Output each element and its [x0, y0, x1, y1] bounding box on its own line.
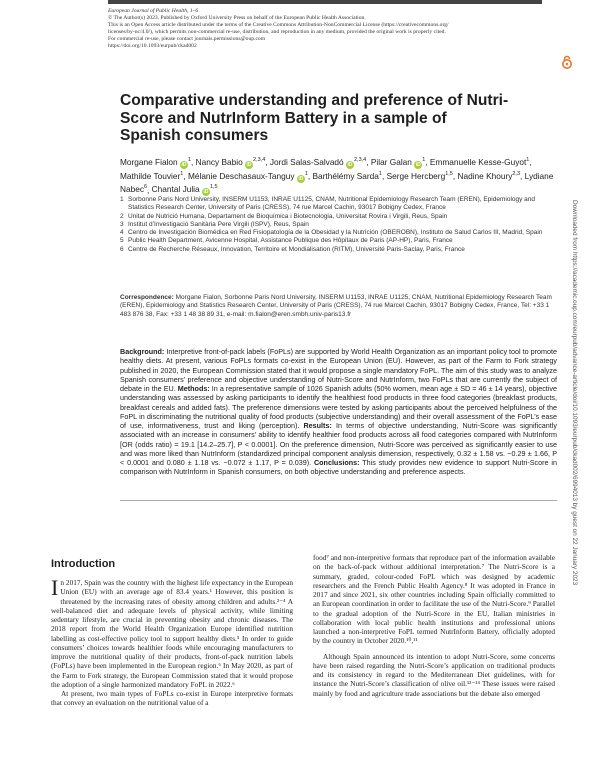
affiliation-text: Institut d’Investigació Sanitària Pere Virgili (ISPV), Reus, Spain: [128, 220, 309, 228]
abstract-background-label: Background:: [120, 347, 165, 356]
section-divider: [120, 500, 557, 501]
download-watermark: [571, 200, 590, 740]
author-name: Serge Hercberg: [386, 170, 446, 181]
license-line-2: licenses/by-nc/4.0/), which permits non-commercial re-use, distribution, and reproduction in any medium, provided the original work is properly cited.: [108, 29, 446, 36]
author-entry: [152, 184, 218, 194]
affiliation-text: Centre de Recherche Réseaux, Innovation, Territoire et Mondialisation (RITM), Université Paris-Saclay, Paris, France: [128, 245, 465, 253]
author-entry: [387, 171, 453, 181]
author-name: Lydiane Nabec: [120, 170, 554, 195]
author-entry: [371, 157, 425, 167]
author-name: Emmanuelle Kesse-Guyot: [429, 156, 527, 167]
affiliation-text: Sorbonne Paris Nord University, INSERM U1153, INRAE U1125, CNAM, Nutritional Epidemiology Research Team (EREN), Epidemiology and Statistics Research Center, University of Paris (CRESS), 74 rue Marcel Cachin, 93017 Bobigny Cedex, France: [128, 196, 536, 212]
affiliation-item: [120, 229, 560, 237]
author-affiliation-sup: 2,3,4: [253, 157, 266, 163]
author-affiliation-sup: 1: [526, 157, 530, 163]
orcid-icon[interactable]: iD: [347, 161, 353, 168]
correspondence-block: [120, 294, 560, 319]
affiliation-text: Centro de Investigación Biomédica en Red Fisiopatología de la Obesidad y la Nutrición (OBEROBN), Instituto de Salud Carlos III, Madrid, Spain: [128, 229, 543, 237]
author-name: Pilar Galan: [370, 156, 412, 167]
author-name: Barthélémy Sarda: [312, 170, 379, 181]
abstract-results-label: Results:: [303, 421, 332, 430]
license-line-3: For commercial re-use, please contact journals.permissions@oup.com: [108, 36, 266, 43]
author-entry: [188, 171, 308, 181]
author-affiliation-sup: 1: [422, 157, 426, 163]
author-name: Mathilde Touvier: [120, 170, 181, 181]
abstract-background: Interpretive front-of-pack labels (FoPLs) are supported by World Health Organization as an important policy tool to promote healthy diets. At present, various FoPLs formats co-exist in the European Union (EU). However, as part of the Farm to Fork strategy published in 2020, the European Commission stated that it would propose a single mandatory FoPL. The aim of this study was to analyze Spanish consumers’ preference and objective understanding of Nutri-Score and NutrInform, two FoPLs that are currently the subject of debate in the EU.: [120, 347, 558, 393]
introduction-heading: Introduction: [51, 558, 116, 570]
author-affiliation-sup: 1: [187, 157, 192, 163]
affiliation-number: 4: [120, 229, 124, 237]
journal-header-bar: [108, 0, 542, 4]
affiliation-item: [120, 221, 560, 229]
abstract-methods-label: Methods:: [177, 384, 210, 393]
affiliation-list: [120, 196, 560, 254]
intro-right-column: [313, 553, 555, 698]
author-affiliation-sup: 1,5: [209, 184, 218, 191]
intro-paragraph-2: At present, two main types of FoPLs co-exist in Europe interpretive formats that convey an evaluation on the nutritional value of a: [51, 689, 293, 708]
affiliation-text: Unitat de Nutrició Humana, Departament de Bioquímica i Biotecnologia, Universitat Rovira i Virgili, Reus, Spain: [128, 212, 448, 220]
journal-citation: European Journal of Public Health, 1–6: [108, 8, 199, 14]
affiliation-number: 2: [120, 212, 124, 220]
author-affiliation-sup: 6: [143, 184, 148, 191]
affiliation-item: [120, 213, 560, 221]
affiliation-number: 6: [120, 245, 124, 253]
download-watermark-text: Downloaded from https://academic.oup.com/eurpub/advance-article/doi/10.1093/eurpub/ckad002/6994013 by guest on 22 January 2023: [571, 200, 578, 586]
correspondence-text: Morgane Fialon, Sorbonne Paris Nord University, INSERM U1153, INRAE U1125, CNAM, Nutritional Epidemiology Research Team (EREN), Epidemiology and Statistics Research Center, University of Paris (CRESS), 74 rue Marcel Cachin, 93017 Bobigny Cedex, France, Tel: +33 1 483 876 38, Fax: +33 1 48 38 89 31, e-mail: m.fialon@eren.smbh.univ-paris13.fr: [120, 294, 552, 318]
author-entry: [457, 171, 520, 181]
abstract-conclusions-label: Conclusions:: [313, 458, 360, 467]
orcid-icon[interactable]: iD: [298, 175, 304, 182]
journal-header: [108, 8, 563, 51]
author-affiliation-sup: 1: [304, 170, 308, 177]
author-name: Morgane Fialon: [120, 156, 178, 167]
intro-paragraph-4: Although Spain announced its intention to adopt Nutri-Score, some concerns have been raised regarding the Nutri-Score’s application on traditional products and its consistency in regard to the Mediterranean Diet guidelines, with for instance the Nutri-Score’s classification of olive oil.¹²⁻¹⁴ These issues were raised mainly by food and agriculture trade associations but the debate also emerged: [313, 651, 555, 698]
affiliation-text: Public Health Department, Avicenne Hospital, Assistance Publique des Hôpitaux de Paris (AP-HP), Paris, France: [128, 237, 453, 245]
author-entry: [430, 157, 529, 167]
author-entry: [120, 157, 191, 167]
drop-cap: I: [51, 575, 59, 600]
affiliation-item: [120, 237, 560, 245]
author-entry: [270, 157, 366, 167]
author-entry: [120, 171, 183, 181]
affiliation-number: 1: [120, 196, 124, 203]
author-name: Nancy Babio: [195, 156, 243, 167]
intro-paragraph-1: n 2017, Spain was the country with the highest life expectancy in the European Union (EU) with an average age of 83.4 years.¹ However, this position is threatened by the increasing rates of obesity among children and adults.²⁻⁴ A well-balanced diet and adequate levels of physical activity, while limiting sedentary lifestyle, are crucial in preventing obesity and chronic diseases. The 2018 report from the World Health Organization Europe identified nutrition labelling as cost-effective policy tool to support healthy diets.⁵ In order to guide consumers’ choices towards healthier foods while encouraging manufacturers to improve the nutritional quality of their products, front-of-pack nutrition labels (FoPLs) have been implemented in the European region.⁶ In May 2020, as part of the Farm to Fork strategy, the European Commission stated that it would propose the adoption of a single harmonized mandatory FoPL in 2022.⁶: [51, 578, 293, 689]
license-line-1: This is an Open Access article distributed under the terms of the Creative Commons Attribution-NonCommercial License (https://creativecommons.org/: [108, 22, 449, 29]
author-name: Chantal Julia: [151, 184, 200, 195]
intro-left-column: [51, 575, 293, 708]
author-affiliation-sup: 1: [378, 170, 382, 177]
author-list: Morgane Fialon $iD^1$, Nancy Babio iD$^{2,3,4}$, Jordi Salas-Salvadó iD$^{2,3,4}$, Pilar Galan $iD^1$, Emmanuelle Kesse-Guyot$^1$, Mathilde Touvier$^1$, Mélanie Deschasaux-Tanguy $iD^1$, Barthélémy Sarda$^1$, Serge Hercberg$^{1,5}$, Nadine Khoury$^{2,3}$, Lydiane Nabec$^6$, Chantal Julia iD$^{1,5}$: [120, 156, 554, 196]
author-affiliation-sup: 1: [180, 170, 184, 177]
correspondence-label: Correspondence:: [120, 294, 174, 301]
author-affiliation-sup: 2,3: [512, 170, 521, 177]
author-entry: [196, 157, 266, 167]
affiliation-item: [120, 196, 560, 213]
copyright-line: © The Author(s) 2023. Published by Oxford University Press on behalf of the European Public Health Association.: [108, 15, 366, 22]
orcid-icon[interactable]: iD: [246, 161, 252, 168]
intro-paragraph-3: food⁷ and non-interpretive formats that reproduce part of the information available on the back-of-pack without additional interpretation.⁷ The Nutri-Score is a summary, graded, colour-coded FoPL which was designed by academic researchers and the French Public Health Agency.⁸ It was adopted in France in 2017 and since 2021, six other countries including Spain officially committed to an European coordination in order to facilitate the use of the Nutri-Score.⁹ Parallel to the gradual adoption of the Nutri-Score in the EU, Italian ministries in collaboration with local public health institutions and professional unions launched a non-interpretive FoPL termed NutrInform Battery, officially adopted by the country in October 2020.¹⁰,¹¹: [313, 553, 555, 646]
author-name: Jordi Salas-Salvadó: [269, 156, 344, 167]
author-affiliation-sup: 2,3,4: [353, 157, 367, 163]
abstract-methods: In a representative sample of 1026 Spanish adults (50% women, mean age ± SD = 46 ± 14 years), objective understanding was assessed by asking participants to identify the healthiest food products in three food categories (breakfast products, breakfast cereals and added fats). The preference dimensions were tested by asking participants about the perceived helpfulness of the FoPL in discriminating the nutritional quality of food products (subjective understanding) and their overall assessment of the FoPL’s ease of use, informativeness, trust and liking (perception).: [120, 384, 557, 430]
abstract: [120, 347, 557, 477]
author-affiliation-sup: 1,5: [445, 170, 453, 177]
affiliation-number: 5: [120, 237, 124, 245]
article-title: Comparative understanding and preference of Nutri-Score and NutrInform Battery in a sample of Spanish consumers: [120, 92, 509, 144]
doi-link[interactable]: https://doi.org/10.1093/eurpub/ckad002: [108, 43, 197, 50]
author-name: Mélanie Deschasaux-Tanguy: [187, 170, 295, 181]
abstract-conclusions: This study provides new evidence to support Nutri-Score in comparison with NutrInform in Spanish consumers, on both objective understanding and preference aspects.: [120, 458, 558, 477]
orcid-icon[interactable]: iD: [415, 161, 421, 168]
open-access-icon: [560, 55, 574, 69]
abstract-results: In terms of objective understanding, Nutri-Score was significantly associated with an increase in consumers’ ability to identify healthier food products across all food categories compared with NutrInform [OR (odds ratio) = 19.1 [14.2–25.7], P < 0.0001]. On the preference dimension, Nutri-Score was perceived as significantly easier to use and was more liked than NutrInform (standardized principal component analysis dimension, respectively, 0.32 ± 1.58 vs. −0.29 ± 1.66, P < 0.0001 and 0.080 ± 1.18 vs. −0.072 ± 1.17, P = 0.039).: [120, 421, 557, 467]
author-entry: [313, 171, 382, 181]
affiliation-item: [120, 246, 560, 254]
affiliation-number: 3: [120, 220, 124, 228]
orcid-icon[interactable]: iD: [203, 189, 209, 196]
author-name: Nadine Khoury: [457, 170, 513, 181]
orcid-icon[interactable]: iD: [181, 161, 187, 168]
